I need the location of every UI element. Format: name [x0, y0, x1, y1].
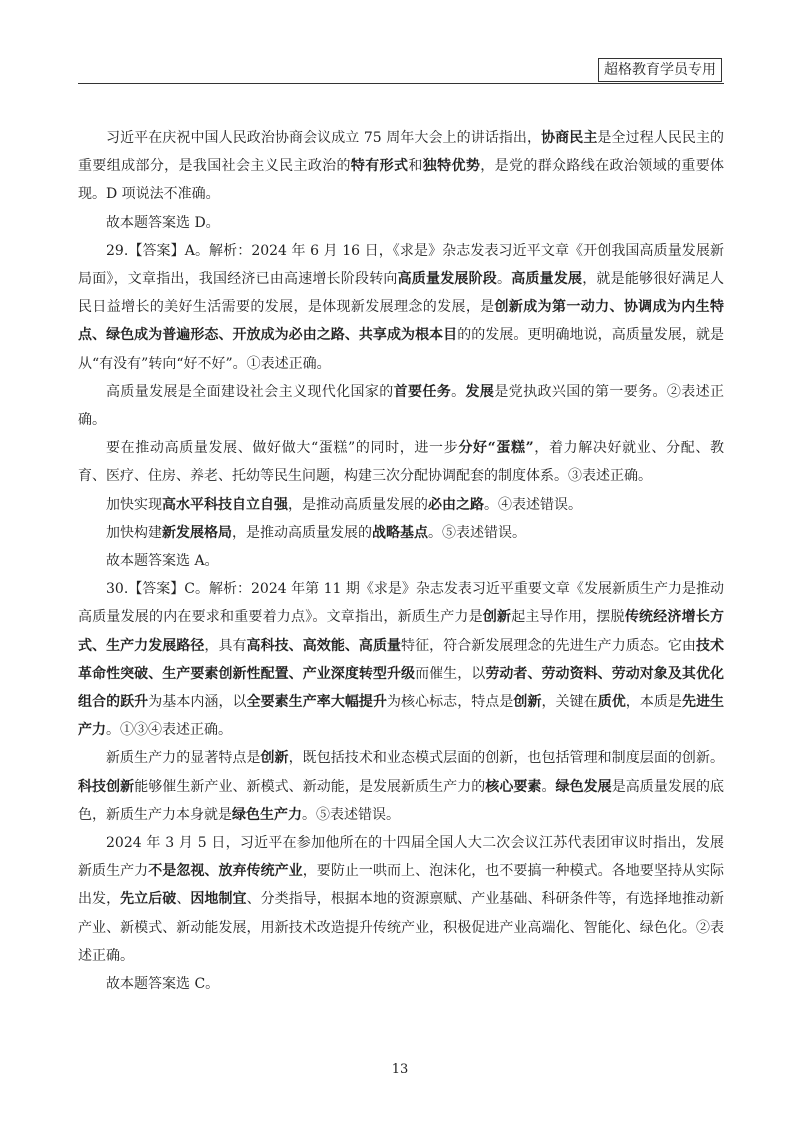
- bold-text: 分好“蛋糕”: [458, 440, 534, 457]
- text-run: ，是推动高质量发展的: [288, 496, 428, 513]
- page-number: 13: [391, 1062, 409, 1077]
- text-run: 是高质量发展的底色，新质生产力本身就是: [78, 778, 725, 823]
- text-run: 29.【答案】A。解析：2024 年 6 月 16 日，《求是》杂志发表习近平文章《开创我国高质量发展新局面》，文章指出，我国经济已由高速增长阶段转向: [78, 242, 724, 288]
- bold-text: 高质量发展阶段: [397, 271, 498, 288]
- paragraph: [78, 970, 724, 998]
- paragraph: [78, 237, 724, 378]
- bold-text: 创新: [260, 750, 289, 767]
- bold-text: 创新: [513, 694, 542, 711]
- text-run: 故本题答案选 D。: [106, 214, 220, 231]
- text-run: 为核心标志，特点是: [387, 694, 514, 711]
- bold-text: 绿色生产力: [232, 806, 302, 823]
- text-run: 加快构建: [106, 524, 162, 541]
- header-rule: [78, 83, 724, 84]
- text-run: 能够催生新产业、新模式、新动能，是发展新质生产力的: [134, 778, 486, 795]
- paragraph: [78, 209, 724, 237]
- text-run: 故本题答案选 C。: [106, 976, 220, 993]
- text-run: ，是推动高质量发展的: [232, 524, 372, 541]
- bold-text: 不是忽视、放弃传统产业: [148, 863, 303, 880]
- text-run: 高质量发展是全面建设社会主义现代化国家的: [106, 383, 394, 400]
- text-run: 特征，符合新发展理念的先进生产力质态。它由: [401, 637, 696, 654]
- bold-text: 独特优势: [422, 158, 481, 175]
- text-run: 习近平在庆祝中国人民政治协商会议成立 75 周年大会上的讲话指出，: [106, 130, 542, 146]
- text-run: ，就是能够很好满足人民日益增长的美好生活需要的发展，是体现新发展理念的发展，是: [78, 271, 725, 316]
- bold-text: 首要任务: [393, 383, 452, 400]
- text-run: 。: [497, 271, 512, 288]
- bold-text: 因地制宜: [190, 891, 247, 908]
- text-run: 。⑤表述错误。: [428, 524, 526, 541]
- paragraph: [78, 547, 724, 575]
- text-run: ，本质是: [625, 694, 682, 711]
- bold-text: 高质量发展: [511, 271, 583, 288]
- bold-text: 质优: [597, 694, 626, 711]
- paragraph: [78, 434, 724, 490]
- paragraph: [78, 744, 724, 829]
- bold-text: 核心要素: [485, 778, 542, 795]
- bold-text: 高科技、高效能、高质量: [246, 637, 402, 654]
- bold-text: 技术革命性突破、生产要素创新性配置、产业深度转型升级: [78, 637, 725, 682]
- text-run: 的的发展。更明确地说，高质量发展，就是从“有没有”转向“好不好”。①表述正确。: [78, 327, 725, 372]
- text-run: 。①③④表述正确。: [106, 722, 232, 739]
- bold-text: 先进生产力: [78, 694, 725, 739]
- text-run: 、: [176, 891, 191, 908]
- bold-text: 先立后破: [120, 891, 177, 908]
- bold-text: 创新: [482, 609, 512, 626]
- bold-text: 发展: [465, 383, 495, 400]
- text-run: ，要防止一哄而上、泡沫化，也不要搞一种模式。各地要坚持从实际出发，: [78, 863, 725, 908]
- text-run: 加快实现: [106, 496, 162, 513]
- header-label: 超格教育学员专用: [598, 58, 722, 82]
- bold-text: 绿色发展: [555, 778, 612, 795]
- bold-text: 科技创新: [78, 778, 135, 795]
- bold-text: 战略基点: [372, 524, 428, 541]
- bold-text: 高水平科技自立自强: [162, 496, 288, 513]
- text-run: 是全过程人民民主的重要组成部分，是我国社会主义民主政治的: [78, 130, 725, 175]
- bold-text: 传统经济增长方式、生产力发展路径: [78, 609, 725, 654]
- bold-text: 必由之路: [428, 496, 484, 513]
- paragraph: [78, 378, 724, 434]
- text-run: 2024 年 3 月 5 日，习近平在参加他所在的十四届全国人大二次会议江苏代表团审议时指出，发展新质生产力: [78, 835, 724, 880]
- text-run: 起主导作用，摆脱: [511, 609, 625, 626]
- text-run: 。: [451, 383, 466, 400]
- text-run: 而催生，以: [415, 665, 486, 682]
- document-body: [78, 124, 724, 998]
- text-run: 。: [541, 778, 556, 795]
- bold-text: 协商民主: [541, 130, 598, 146]
- bold-text: 全要素生产率大幅提升: [246, 694, 387, 711]
- paragraph: [78, 519, 724, 547]
- paragraph: [78, 829, 724, 970]
- text-run: ，关键在: [541, 694, 598, 711]
- text-run: 和: [408, 158, 423, 175]
- text-run: ，是党的群众路线在政治领域的重要体现。D 项说法不准确。: [78, 158, 725, 203]
- paragraph: [78, 124, 724, 209]
- bold-text: 特有形式: [350, 158, 409, 175]
- bold-text: 劳动者、劳动资料、劳动对象及其优化组合的跃升: [78, 665, 725, 711]
- paragraph: [78, 575, 724, 744]
- text-run: 30.【答案】C。解析：2024 年第 11 期《求是》杂志发表习近平重要文章《发展新质生产力是推动高质量发展的内在要求和重要着力点》。文章指出，新质生产力是: [78, 581, 724, 626]
- text-run: 新质生产力的显著特点是: [106, 750, 261, 767]
- text-run: 为基本内涵，以: [148, 694, 247, 711]
- text-run: 故本题答案选 A。: [106, 553, 219, 570]
- text-run: ，着力解决好就业、分配、教育、医疗、住房、养老、托幼等民生问题，构建三次分配协调配套的制度体系。③表述正确。: [78, 440, 724, 485]
- text-run: 。⑤表述错误。: [302, 806, 400, 823]
- text-run: 要在推动高质量发展、做好做大“蛋糕”的同时，进一步: [106, 440, 459, 457]
- text-run: 是党执政兴国的第一要务。②表述正确。: [78, 383, 725, 429]
- text-run: ，具有: [204, 637, 247, 654]
- paragraph: [78, 491, 724, 519]
- bold-text: 新发展格局: [162, 524, 232, 541]
- text-run: 。④表述错误。: [484, 496, 582, 513]
- bold-text: 创新成为第一动力、协调成为内生特点、绿色成为普遍形态、开放成为必由之路、共享成为根本目: [78, 299, 725, 344]
- text-run: ，既包括技术和业态模式层面的创新，也包括管理和制度层面的创新。: [288, 750, 725, 767]
- text-run: 、分类指导，根据本地的资源禀赋、产业基础、科研条件等，有选择地推动新产业、新模式、新动能发展，用新技术改造提升传统产业，积极促进产业高端化、智能化、绿色化。②表述正确。: [78, 891, 725, 964]
